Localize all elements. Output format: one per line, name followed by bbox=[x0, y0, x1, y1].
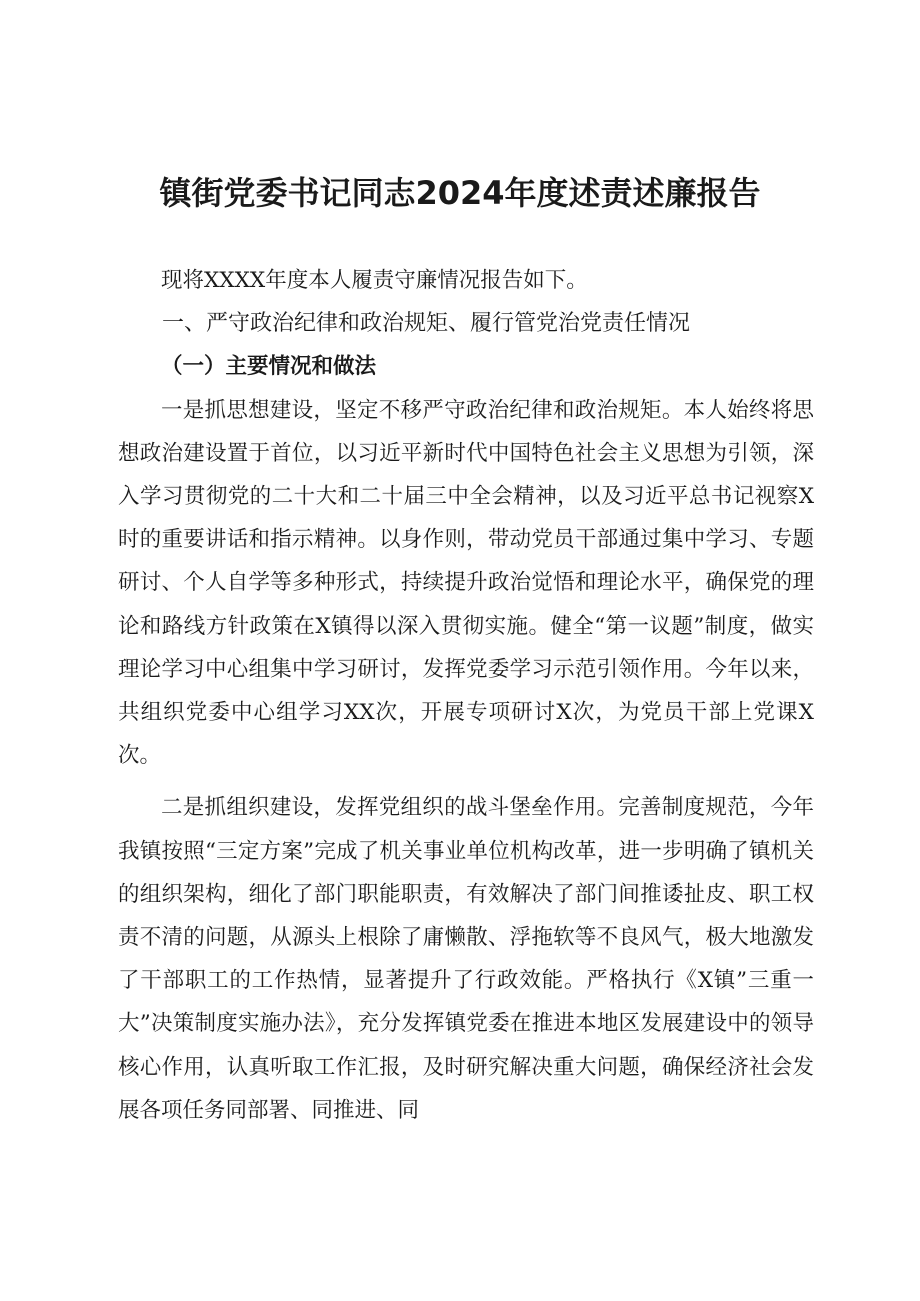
intro-paragraph: 现将XXXX年度本人履责守廉情况报告如下。 bbox=[161, 268, 588, 293]
section-heading: 一、严守政治纪律和政治规矩、履行管党治党责任情况 bbox=[162, 311, 691, 337]
document-body bbox=[118, 259, 814, 1132]
body-paragraph: 一是抓思想建设，坚定不移严守政治纪律和政治规矩。本人始终将思想政治建设置于首位，以习近平新时代中国特色社会主义思想为引领，深入学习贯彻党的二十大和二十届三中全会精神，以及习近平总书记视察X时的重要讲话和指示精神。以身作则，带动党员干部通过集中学习、专题研讨、个人自学等多种形式，持续提升政治觉悟和理论水平，确保党的理论和路线方针政策在X镇得以深入贯彻实施。健全“第一议题”制度，做实理论学习中心组集中学习研讨，发挥党委学习示范引领作用。今年以来，共组织党委中心组学习XX次，开展专项研讨X次，为党员干部上党课X次。 bbox=[118, 397, 814, 769]
subsection-heading: （一）主要情况和做法 bbox=[161, 354, 377, 380]
body-paragraph: 二是抓组织建设，发挥党组织的战斗堡垒作用。完善制度规范，今年我镇按照“三定方案”完成了机关事业单位机构改革，进一步明确了镇机关的组织架构，细化了部门职能职责，有效解决了部门间推诿扯皮、职工权责不清的问题，从源头上根除了庸懒散、浮拖软等不良风气，极大地激发了干部职工的工作热情，显著提升了行政效能。严格执行《X镇”三重一大”决策制度实施办法》，充分发挥镇党委在推进本地区发展建设中的领导核心作用，认真听取工作汇报，及时研究解决重大问题，确保经济社会发展各项任务同部署、同推进、同 bbox=[118, 795, 814, 1123]
document-title: 镇街党委书记同志2024年度述责述廉报告 bbox=[159, 174, 761, 212]
